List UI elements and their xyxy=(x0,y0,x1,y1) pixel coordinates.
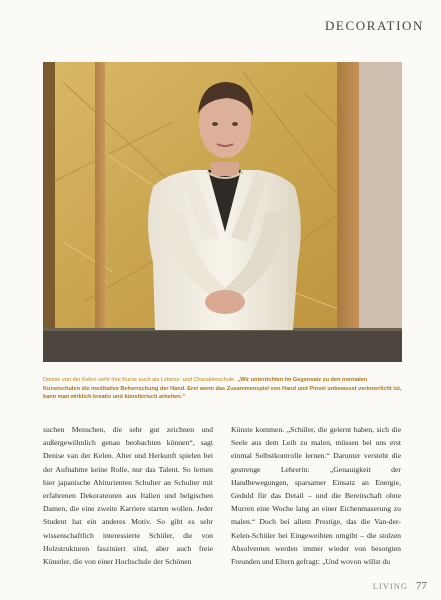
caption-quote: „Wir unterrichten im Gegensatz zu den normalen Kunstschulen die meditative Beherrschung der Hand. Erst wenn das Zusammenspiel von Hand und Pinsel unbewusst verinnerlicht ist, kann man wirklich kreativ und künstlerisch arbeiten.“ xyxy=(43,377,402,401)
section-label: DECORATION xyxy=(324,18,424,33)
article-body xyxy=(43,423,401,583)
portrait-photo xyxy=(43,62,402,362)
article-column-right: Künste kommen. „Schüler, die gelernt haben, sich die Seele aus dem Leib zu malen, müssen bei uns erst einmal Selbstkontrolle lernen.“ Darunter versteht die gestrenge Lehrerin: „Genauigkeit der Handbewegungen, sparsamer Einsatz an Energie, Geduld für das Detail – und die Bereitschaft ohne Murren eine Woche lang an einer Eichenmaserung zu malen.“ Doch bei allem Prestige, das die Van-der-Kelen-Schüler bei Eingeweihten umgibt – die stolzen Absolventen werden immer wieder von besorgten Freunden und Eltern gefragt: „Und wovon willst du xyxy=(231,425,401,567)
photo-caption xyxy=(43,376,402,402)
article-column-left: suchen Menschen, die sehr gut zeichnen und außergewöhnlich genau beobachten können“, sagt Denise van der Kelen. Alter und Herkunft spielen bei der Aufnahme keine Rolle, nur das Talent. So lernen hier japanische Abiturienten Schulter an Schulter mit erfahrenen Dekorateuren aus Italien und belgischen Damen, die eine zweite Karriere starten wollen. Jeder Student hat ein anderes Motiv. So gibt es sehr wissenschaftlich interessierte Schüler, die von Holzstrukturen fasziniert sind, aber auch freie Künstler, die von einer Hochschule der Schönen xyxy=(43,425,213,567)
portrait-illustration xyxy=(43,62,402,362)
page-number: 77 xyxy=(416,580,427,592)
page-footer xyxy=(373,580,427,592)
magazine-name: LIVING xyxy=(372,581,408,591)
caption-intro: Denise van der Kelen sieht ihre Kurse auch als Lebens- und Charakterschule. xyxy=(43,377,238,383)
